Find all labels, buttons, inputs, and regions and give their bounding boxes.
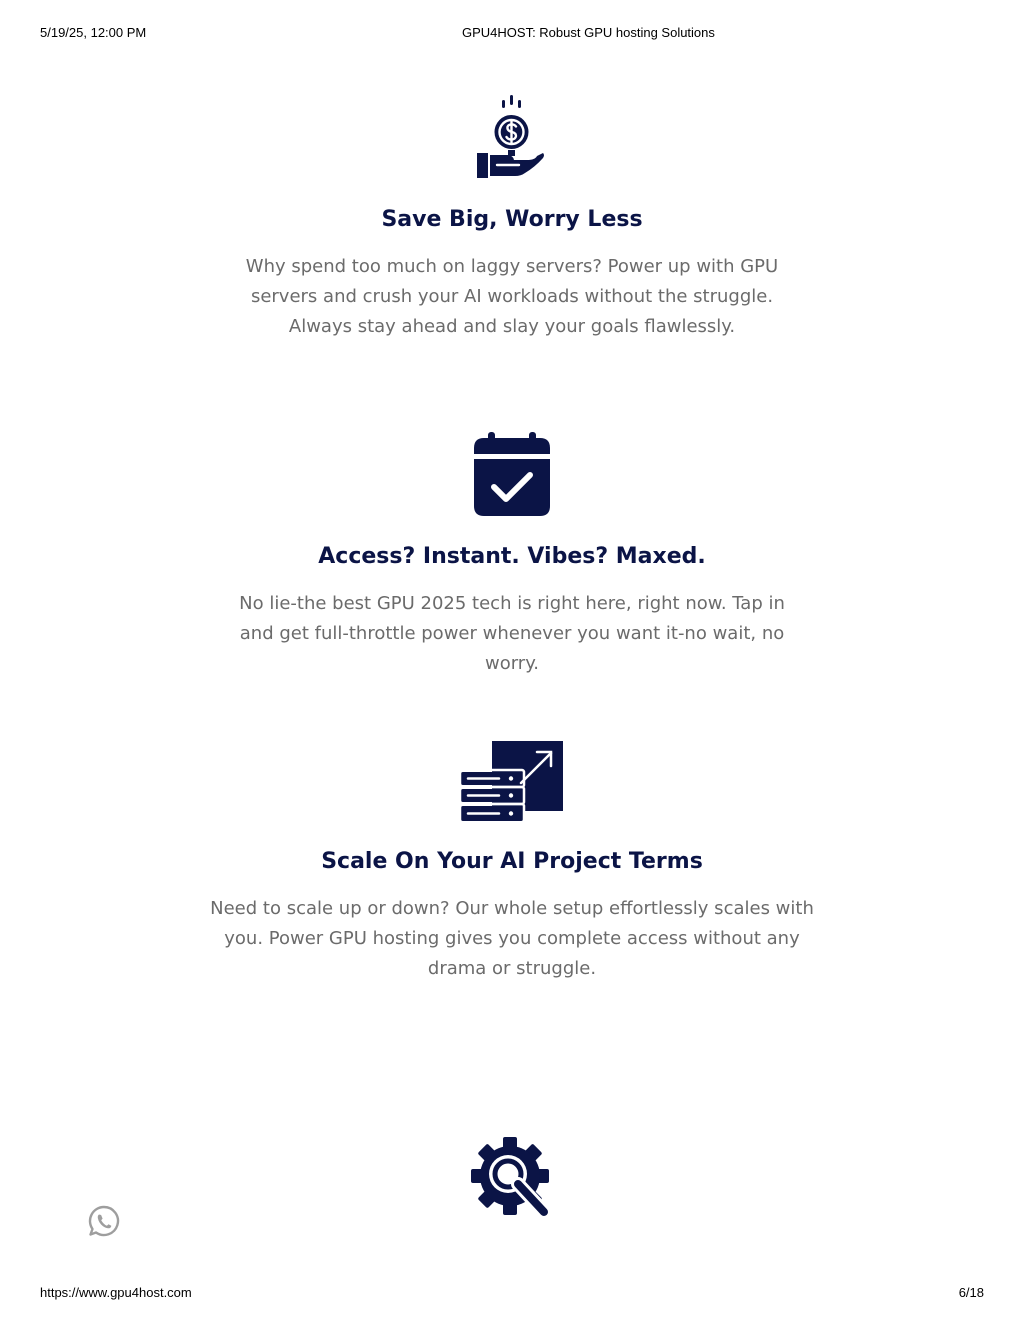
gear-search-icon — [470, 1136, 554, 1222]
feature-title: Scale On Your AI Project Terms — [321, 849, 703, 874]
page-url: https://www.gpu4host.com — [40, 1285, 192, 1300]
print-header — [0, 25, 1024, 43]
feature-instant-access — [0, 432, 1024, 679]
feature-description: No lie-the best GPU 2025 tech is right here, right now. Tap in and get full-throttle power whenever you want it-no wait, no worry. — [239, 593, 785, 674]
feature-gear-search — [0, 1136, 1024, 1222]
feature-title: Save Big, Worry Less — [381, 207, 643, 232]
print-page-title: GPU4HOST: Robust GPU hosting Solutions — [462, 25, 715, 40]
feature-title: Access? Instant. Vibes? Maxed. — [318, 544, 706, 569]
money-hand-icon — [477, 95, 547, 181]
calendar-check-icon — [474, 432, 550, 518]
feature-description: Need to scale up or down? Our whole setup effortlessly scales with you. Power GPU hosting gives you complete access without any drama or struggle. — [210, 898, 814, 979]
feature-save-big — [0, 95, 1024, 342]
server-scale-icon — [461, 739, 563, 823]
print-datetime: 5/19/25, 12:00 PM — [40, 25, 147, 40]
feature-scale — [0, 739, 1024, 984]
feature-description: Why spend too much on laggy servers? Power up with GPU servers and crush your AI workloads without the struggle. Always stay ahead and slay your goals flawlessly. — [245, 256, 779, 337]
page-number: 6/18 — [958, 1285, 984, 1300]
whatsapp-icon[interactable] — [88, 1205, 120, 1237]
print-footer — [0, 1285, 1024, 1303]
